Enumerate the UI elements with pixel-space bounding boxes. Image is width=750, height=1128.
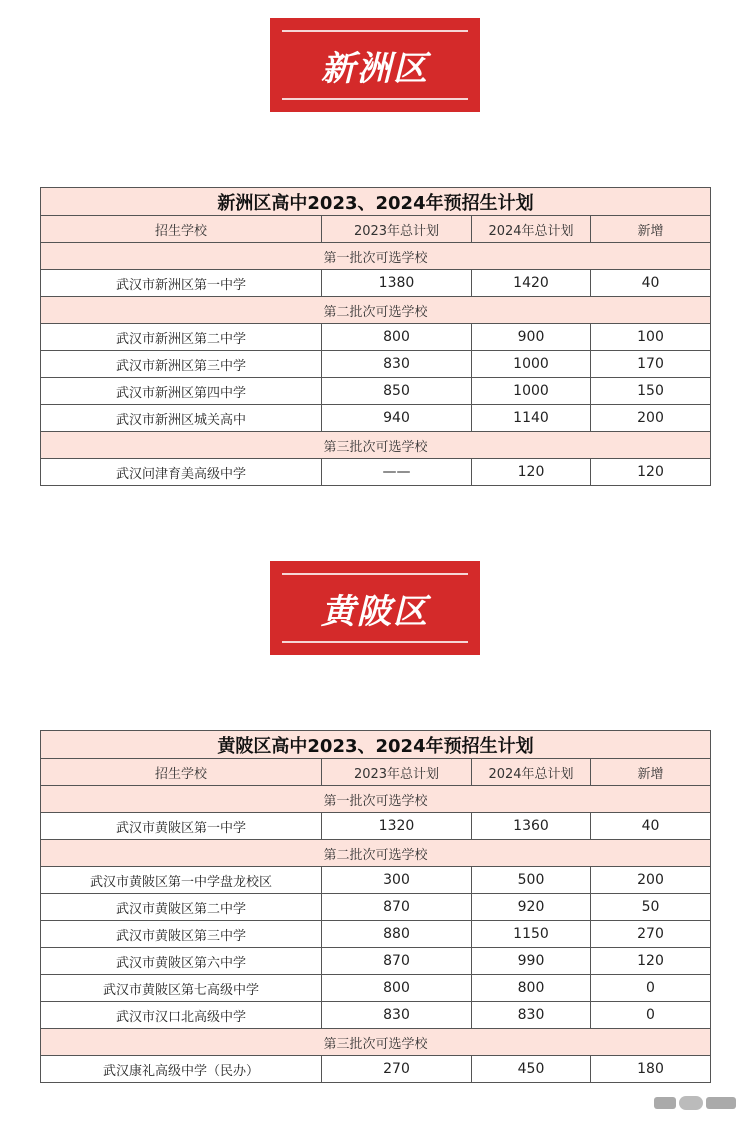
plan-2024: 920 [472, 894, 591, 921]
school-name: 武汉康礼高级中学（民办） [41, 1056, 322, 1083]
banner-line-bottom [282, 98, 468, 100]
batch-row [41, 243, 711, 270]
plan-2024: 1000 [472, 351, 591, 378]
batch-label: 第三批次可选学校 [41, 432, 711, 459]
plan-2024: 500 [472, 867, 591, 894]
plan-2023: 1380 [322, 270, 472, 297]
plan-increase: 120 [591, 459, 711, 486]
plan-increase: 0 [591, 975, 711, 1002]
batch-row [41, 297, 711, 324]
section-banner-huangpi [270, 561, 480, 655]
school-name: 武汉市黄陂区第七高级中学 [41, 975, 322, 1002]
header-2024: 2024年总计划 [472, 759, 591, 786]
plan-increase: 40 [591, 270, 711, 297]
header-2024: 2024年总计划 [472, 216, 591, 243]
table-title: 新洲区高中2023、2024年预招生计划 [41, 188, 711, 216]
school-name: 武汉问津育美高级中学 [41, 459, 322, 486]
plan-increase: 270 [591, 921, 711, 948]
plan-2024: 450 [472, 1056, 591, 1083]
table-row [41, 405, 711, 432]
batch-label: 第三批次可选学校 [41, 1029, 711, 1056]
plan-2024: 800 [472, 975, 591, 1002]
plan-2024: 990 [472, 948, 591, 975]
plan-increase: 180 [591, 1056, 711, 1083]
plan-2024: 1150 [472, 921, 591, 948]
school-name: 武汉市汉口北高级中学 [41, 1002, 322, 1029]
table-body [41, 243, 711, 486]
section-banner-xinzhou [270, 18, 480, 112]
plan-2024: 830 [472, 1002, 591, 1029]
plan-2023: 940 [322, 405, 472, 432]
table-row [41, 975, 711, 1002]
plan-2024: 1000 [472, 378, 591, 405]
batch-label: 第二批次可选学校 [41, 840, 711, 867]
toggle-icon[interactable] [679, 1096, 703, 1110]
banner-title: 新洲区 [321, 48, 429, 89]
table-row [41, 378, 711, 405]
batch-label: 第二批次可选学校 [41, 297, 711, 324]
batch-row [41, 432, 711, 459]
header-increase: 新增 [591, 759, 711, 786]
plan-increase: 0 [591, 1002, 711, 1029]
header-increase: 新增 [591, 216, 711, 243]
school-name: 武汉市黄陂区第二中学 [41, 894, 322, 921]
table-row [41, 324, 711, 351]
table-row [41, 894, 711, 921]
plan-2024: 1140 [472, 405, 591, 432]
plan-2023: 300 [322, 867, 472, 894]
table-row [41, 1002, 711, 1029]
school-name: 武汉市新洲区第四中学 [41, 378, 322, 405]
table-body [41, 786, 711, 1083]
plan-2024: 900 [472, 324, 591, 351]
plan-2023: 870 [322, 894, 472, 921]
enrollment-table-huangpi [40, 730, 711, 1083]
plan-2023: —— [322, 459, 472, 486]
plan-increase: 200 [591, 405, 711, 432]
bar-chart-icon[interactable] [654, 1097, 676, 1109]
table-row [41, 270, 711, 297]
school-name: 武汉市黄陂区第六中学 [41, 948, 322, 975]
plan-increase: 200 [591, 867, 711, 894]
plan-increase: 50 [591, 894, 711, 921]
school-name: 武汉市新洲区第三中学 [41, 351, 322, 378]
header-2023: 2023年总计划 [322, 216, 472, 243]
plan-increase: 120 [591, 948, 711, 975]
plan-2023: 880 [322, 921, 472, 948]
school-name: 武汉市新洲区第一中学 [41, 270, 322, 297]
plan-2023: 800 [322, 324, 472, 351]
table-row [41, 1056, 711, 1083]
plan-2023: 830 [322, 351, 472, 378]
plan-increase: 150 [591, 378, 711, 405]
plan-2024: 1360 [472, 813, 591, 840]
plan-2023: 1320 [322, 813, 472, 840]
batch-label: 第一批次可选学校 [41, 786, 711, 813]
batch-row [41, 786, 711, 813]
plan-2023: 870 [322, 948, 472, 975]
table-row [41, 351, 711, 378]
school-name: 武汉市黄陂区第三中学 [41, 921, 322, 948]
more-icon[interactable] [706, 1097, 736, 1109]
school-name: 武汉市新洲区第二中学 [41, 324, 322, 351]
batch-row [41, 840, 711, 867]
plan-2024: 120 [472, 459, 591, 486]
footer-toolbar [654, 1096, 736, 1110]
batch-row [41, 1029, 711, 1056]
header-school: 招生学校 [41, 216, 322, 243]
school-name: 武汉市黄陂区第一中学盘龙校区 [41, 867, 322, 894]
table-row [41, 459, 711, 486]
batch-label: 第一批次可选学校 [41, 243, 711, 270]
school-name: 武汉市黄陂区第一中学 [41, 813, 322, 840]
table-row [41, 921, 711, 948]
plan-2023: 800 [322, 975, 472, 1002]
table-row [41, 813, 711, 840]
table-row [41, 867, 711, 894]
plan-increase: 100 [591, 324, 711, 351]
plan-2024: 1420 [472, 270, 591, 297]
enrollment-table-xinzhou [40, 187, 711, 486]
table-row [41, 948, 711, 975]
plan-2023: 850 [322, 378, 472, 405]
header-school: 招生学校 [41, 759, 322, 786]
banner-title: 黄陂区 [321, 591, 429, 632]
plan-increase: 40 [591, 813, 711, 840]
plan-2023: 270 [322, 1056, 472, 1083]
banner-line-bottom [282, 641, 468, 643]
school-name: 武汉市新洲区城关高中 [41, 405, 322, 432]
table-title: 黄陂区高中2023、2024年预招生计划 [41, 731, 711, 759]
header-2023: 2023年总计划 [322, 759, 472, 786]
plan-increase: 170 [591, 351, 711, 378]
plan-2023: 830 [322, 1002, 472, 1029]
